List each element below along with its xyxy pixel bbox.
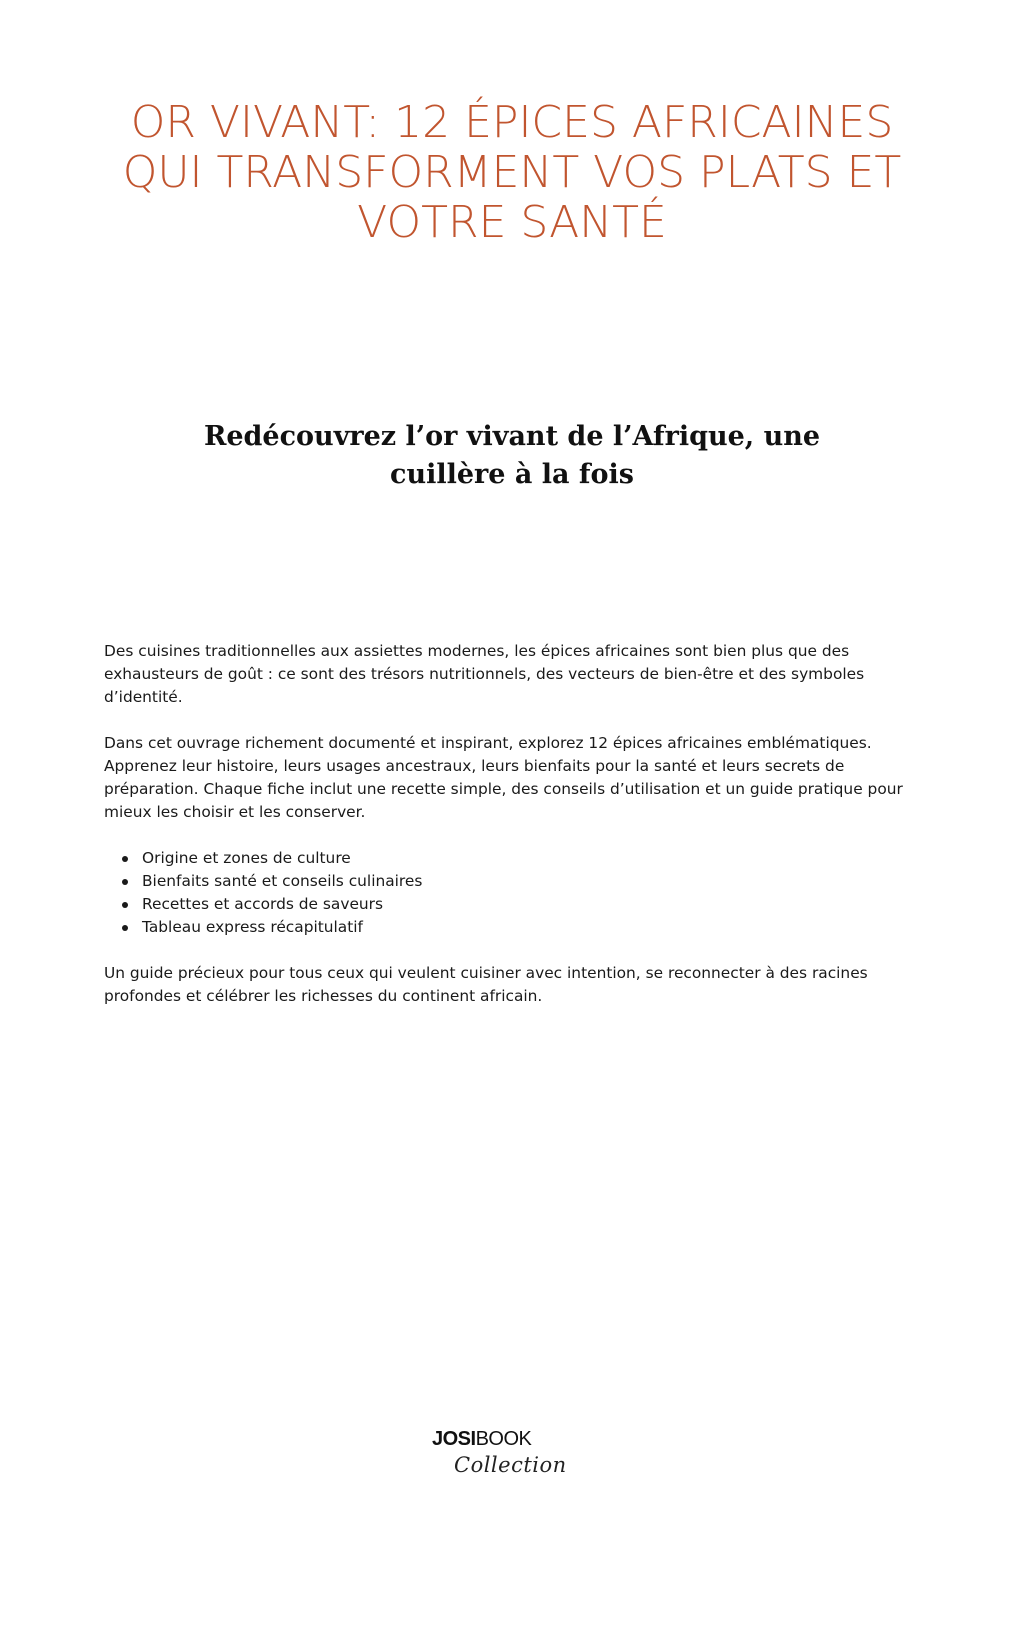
tagline-line-2: cuillère à la fois <box>390 459 634 490</box>
features-list-item: Bienfaits santé et conseils culinaires <box>142 870 924 893</box>
book-title-line-1: OR VIVANT: 12 ÉPICES AFRICAINES <box>130 97 894 148</box>
features-list <box>104 847 924 939</box>
features-list-item: Tableau express récapitulatif <box>142 916 924 939</box>
book-title <box>100 98 924 248</box>
publisher-logo <box>432 1428 592 1498</box>
features-list-item: Recettes et accords de saveurs <box>142 893 924 916</box>
book-title-line-3: VOTRE SANTÉ <box>357 197 667 248</box>
description-paragraph-2: Dans cet ouvrage richement documenté et inspirant, explorez 12 épices africaines emblématiques. Apprenez leur histoire, leurs usages ancestraux, leurs bienfaits pour la santé et leurs secrets de préparation. Chaque fiche inclut une recette simple, des conseils d’utilisation et un guide pratique pour mieux les choisir et les conserver. <box>104 734 903 821</box>
publisher-logo-bold-text: JOSI <box>432 1428 476 1450</box>
tagline <box>120 418 904 494</box>
book-description <box>104 640 924 1031</box>
publisher-logo-script-text: Collection <box>454 1453 567 1477</box>
book-title-line-2: QUI TRANSFORMENT VOS PLATS ET <box>122 147 902 198</box>
features-list-item: Origine et zones de culture <box>142 847 924 870</box>
closing-paragraph: Un guide précieux pour tous ceux qui veulent cuisiner avec intention, se reconnecter à des racines profondes et célébrer les richesses du continent africain. <box>104 964 868 1005</box>
tagline-line-1: Redécouvrez l’or vivant de l’Afrique, une <box>203 421 821 452</box>
description-paragraph-1: Des cuisines traditionnelles aux assiettes modernes, les épices africaines sont bien plus que des exhausteurs de goût : ce sont des trésors nutritionnels, des vecteurs de bien-être et des symboles d’identité. <box>104 642 865 706</box>
publisher-logo-regular-text: BOOK <box>475 1428 532 1450</box>
publisher-logo-wordmark <box>432 1428 592 1450</box>
